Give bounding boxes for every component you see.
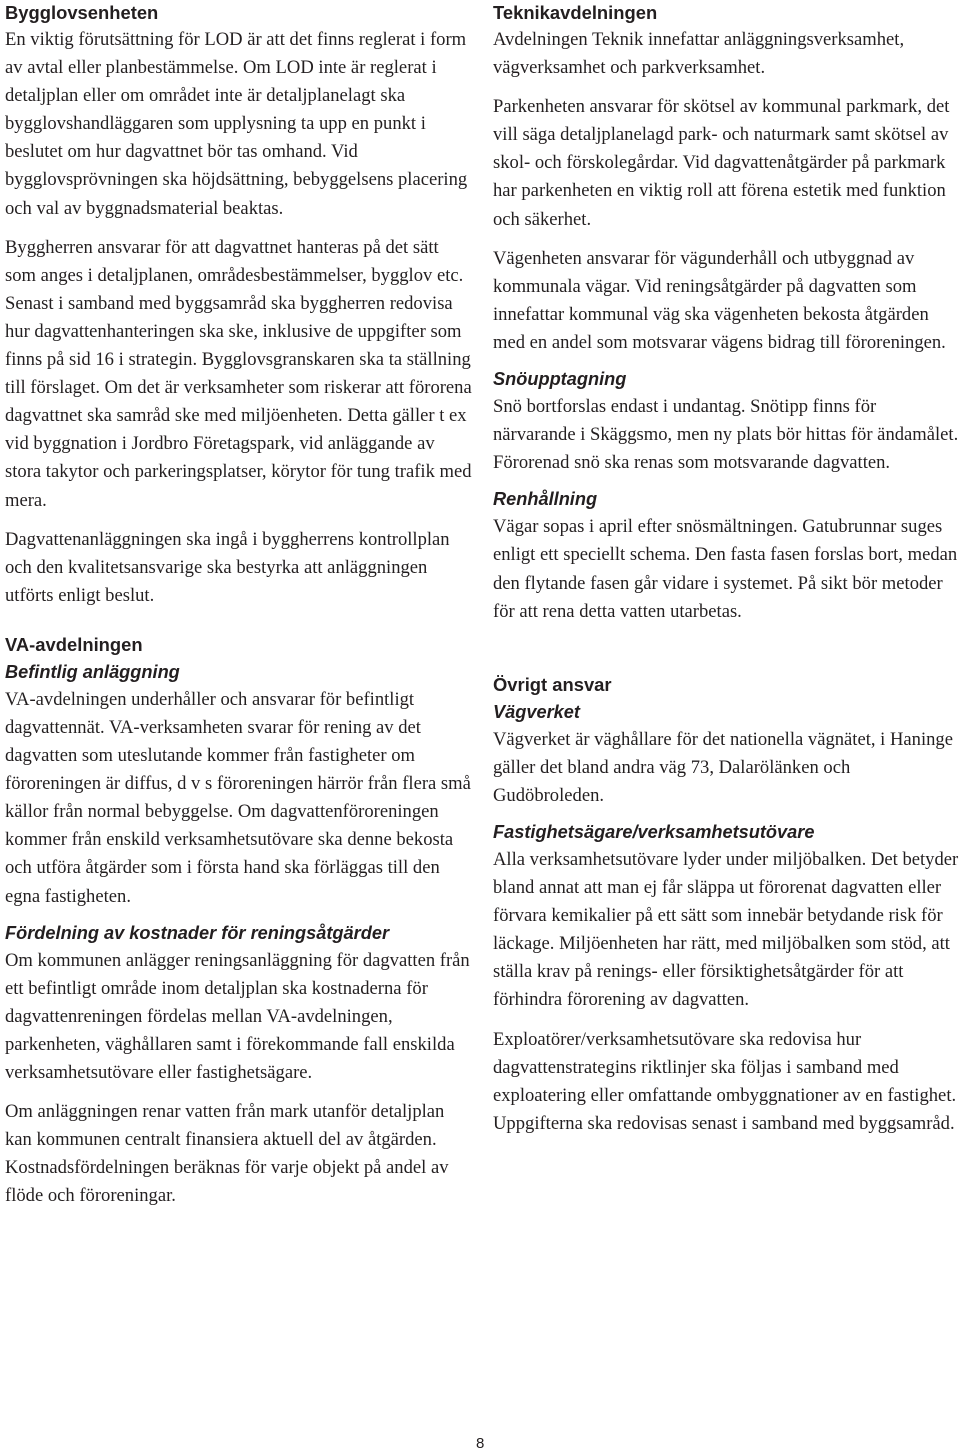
section-spacer	[493, 357, 959, 365]
bygglov-paragraph-3: Dagvattenanläggningen ska ingå i byggherrens kontrollplan och den kvalitetsansvarige ska bestyrka att anläggningen utförts enligt beslut.	[5, 528, 450, 606]
section-spacer	[493, 477, 959, 485]
left-column	[5, 0, 473, 1210]
right-column	[493, 0, 959, 1138]
sno-paragraph: Snö bortforslas endast i undantag. Snötipp finns för närvarande i Skäggsmo, men ny plats bör hittas för ändamålet. Förorenad snö ska renas som motsvarande dagvatten.	[493, 396, 959, 474]
section-spacer	[493, 626, 959, 672]
section-spacer	[5, 911, 473, 919]
renhallning-heading: Renhållning	[493, 489, 598, 510]
renhallning-paragraph: Vägar sopas i april efter snösmältningen. Gatubrunnar suges enligt ett speciellt schema. Den fasta fasen forslas bort, medan den flytande fasen går vidare i systemet. På sikt bör metoder för att rena detta vatten utarbetas.	[493, 516, 958, 622]
teknik-paragraph-2: Parkenheten ansvarar för skötsel av kommunal parkmark, det vill säga detaljplanelagd park- och naturmark samt skötsel av skol- och förskolegårdar. Vid dagvattenåtgärder på parkmark har parkenheten en viktig roll att förena estetik med funktion och säkerhet.	[493, 96, 950, 230]
vagverket-paragraph: Vägverket är väghållare för det nationella vägnätet, i Haninge gäller det bland andra väg 73, Dalarölänken och Gudöbroleden.	[493, 728, 953, 806]
bygglov-heading: Bygglovsenheten	[5, 2, 159, 23]
page-number: 8	[476, 1435, 485, 1452]
fastighet-heading: Fastighetsägare/verksamhetsutövare	[493, 821, 815, 842]
vagverket-heading: Vägverket	[493, 701, 580, 722]
teknik-heading: Teknikavdelningen	[493, 2, 658, 23]
teknik-paragraph-3: Vägenheten ansvarar för vägunderhåll och utbyggnad av kommunala vägar. Vid reningsåtgärder på dagvatten som innefattar kommunal väg ska vägenheten bekosta åtgärden med en andel som motsvarar vägens bidrag till föroreningen.	[493, 247, 946, 353]
fastighet-paragraph-2: Exploatörer/verksamhetsutövare ska redovisa hur dagvattenstrategins riktlinjer ska följas i samband med exploatering eller omfattande ombyggnationer av en fastighet. Uppgifterna ska redovisas senast i samband med byggsamråd.	[493, 1028, 957, 1134]
fordelning-paragraph-1: Om kommunen anlägger reningsanläggning för dagvatten från ett befintligt område inom detaljplan ska kostnaderna för dagvattenreningen fördelas mellan VA-avdelningen, parkenheten, väghållaren samt i förekommande fall enskilda verksamhetsutövare eller fastighetsägare.	[5, 949, 470, 1083]
section-spacer	[5, 610, 473, 632]
fordelning-paragraph-2: Om anläggningen renar vatten från mark utanför detaljplan kan kommunen centralt finansiera aktuell del av åtgärden. Kostnadsfördelningen beräknas för varje objekt på andel av flöde och föroreningar.	[5, 1101, 449, 1207]
befintlig-paragraph: VA-avdelningen underhåller och ansvarar för befintligt dagvattennät. VA-verksamheten svarar för rening av det dagvatten som uteslutande kommer från fastigheter om föroreningen är diffus, d v s föroreningen härrör från flera små källor från normal bebyggelse. Om dagvattenföroreningen kommer från enskild verksamhetsutövare ska denne bekosta och utföra åtgärder som i första hand ska förläggas till den egna fastigheten.	[5, 688, 471, 907]
befintlig-heading: Befintlig anläggning	[5, 661, 180, 682]
bygglov-paragraph-2: Byggherren ansvarar för att dagvattnet hanteras på det sätt som anges i detaljplanen, områdesbestämmelser, bygglov etc. Senast i samband med byggsamråd ska byggherren redovisa hur dagvattenhanteringen ska ske, inklusive de uppgifter som finns på sid 16 i strategin. Bygglovsgranskaren ska ta ställning till förslaget. Om det är verksamheter som riskerar att förorena dagvattnet ska samråd ske med miljöenheten. Detta gäller t ex vid byggnation i Jordbro Företagspark, vid anläggande av stora takytor och parkeringsplatser, körytor för tung trafik med mera.	[5, 236, 472, 511]
fordelning-heading: Fördelning av kostnader för reningsåtgärder	[5, 922, 390, 943]
sno-heading: Snöupptagning	[493, 369, 627, 390]
section-spacer	[493, 810, 959, 818]
va-heading: VA-avdelningen	[5, 633, 143, 655]
teknik-paragraph-1: Avdelningen Teknik innefattar anläggningsverksamhet, vägverksamhet och parkverksamhet.	[493, 29, 905, 79]
ovrigt-heading: Övrigt ansvar	[493, 673, 612, 695]
bygglov-paragraph-1: En viktig förutsättning för LOD är att det finns reglerat i form av avtal eller planbestämmelse. Om LOD inte är reglerat i detaljplan eller om området inte är detaljplanelagt ska bygglovshandläggaren som upplysning ta upp en punkt i beslutet om hur dagvattnet bör tas omhand. Vid bygglovsprövningen ska höjdsättning, bebyggelsens placering och val av byggnadsmaterial beaktas.	[5, 29, 468, 219]
fastighet-paragraph-1: Alla verksamhetsutövare lyder under miljöbalken. Det betyder bland annat att man ej får släppa ut förorenat dagvatten eller förvara kemikalier på ett sätt som innebär betydande risk för läckage. Miljöenheten har rätt, med miljöbalken som stöd, att ställa krav på renings- eller försiktighetsåtgärder för att förhindra förorening av dagvatten.	[493, 848, 959, 1011]
